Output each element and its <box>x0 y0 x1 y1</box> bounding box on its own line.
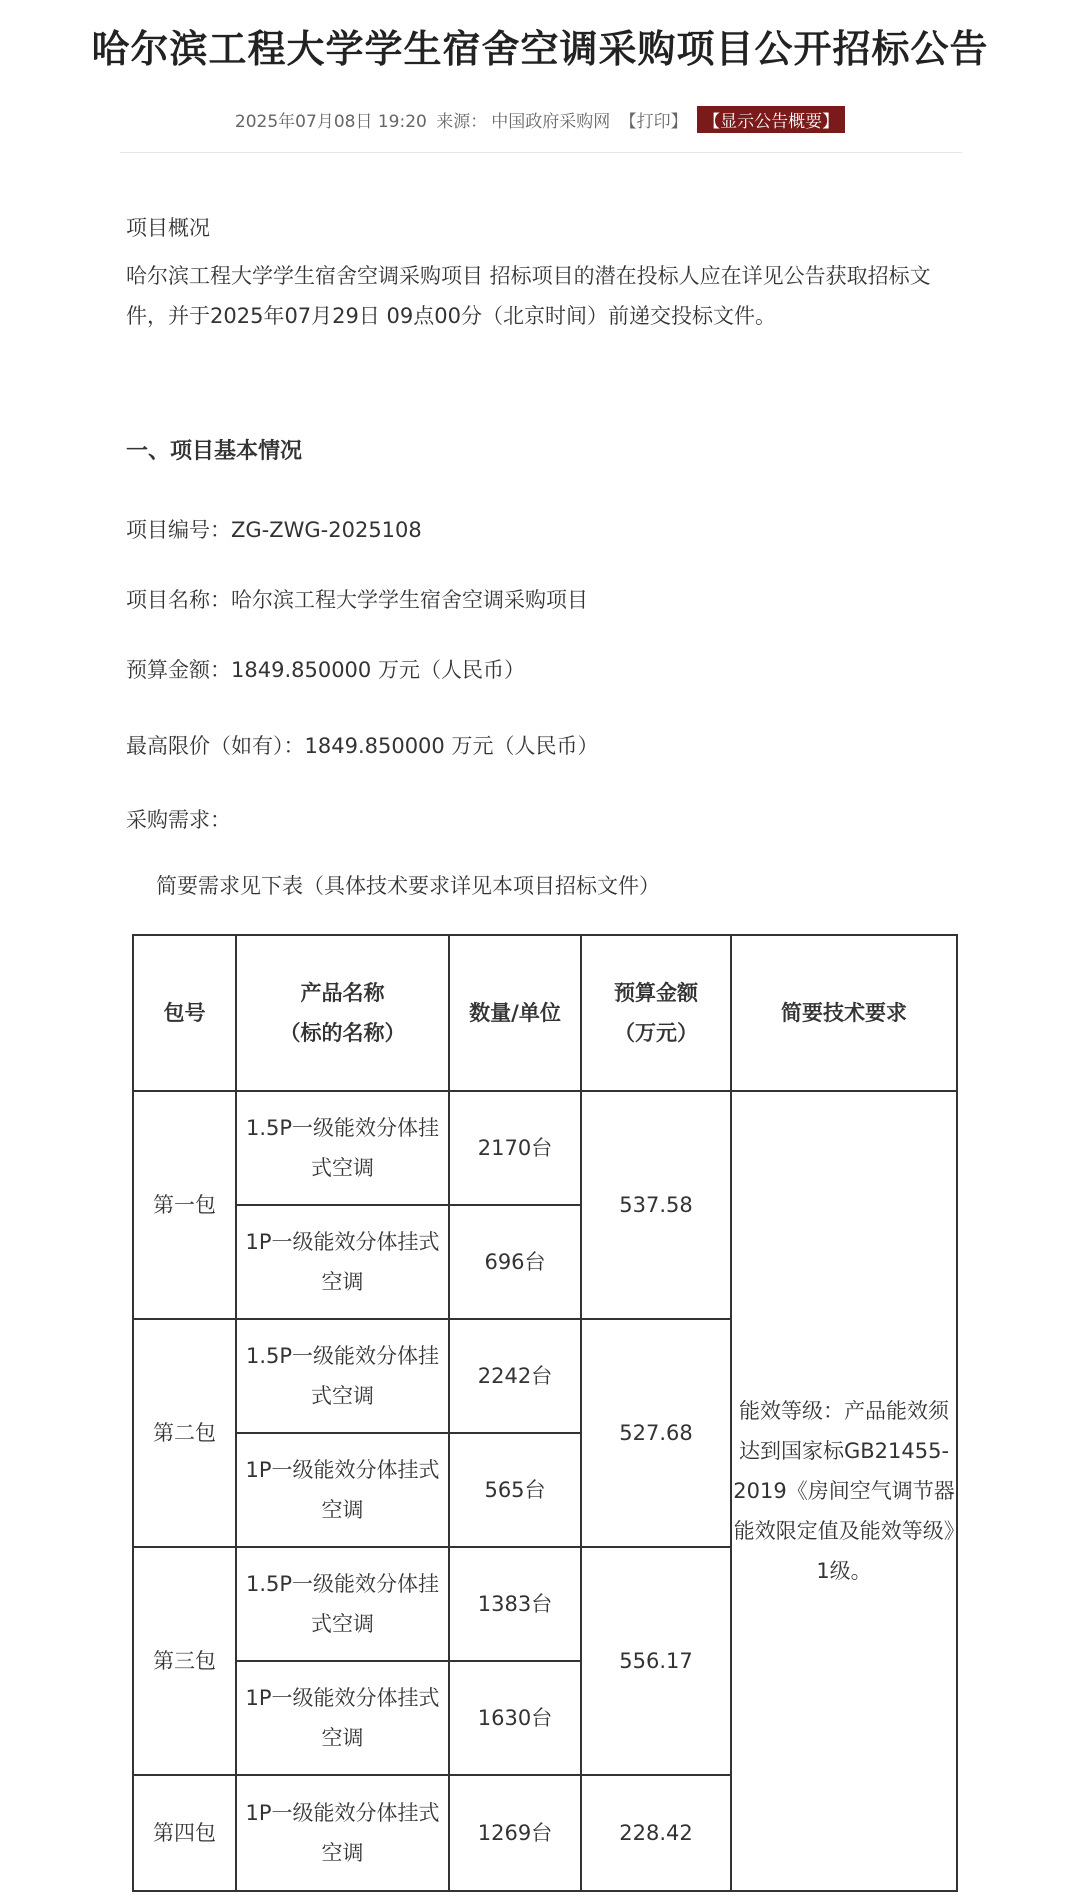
publish-datetime: 2025年07月08日 19:20 <box>234 112 427 132</box>
quantity: 1383台 <box>449 1547 581 1661</box>
quantity: 1630台 <box>449 1661 581 1775</box>
quantity: 696台 <box>449 1205 581 1319</box>
section-heading: 一、项目基本情况 <box>126 439 303 464</box>
product-name: 1P一级能效分体挂式空调 <box>236 1433 449 1547</box>
product-name: 1P一级能效分体挂式空调 <box>236 1661 449 1775</box>
requirements-label: 采购需求： <box>126 808 231 832</box>
source-name: 中国政府采购网 <box>491 112 611 132</box>
project-name: 项目名称：哈尔滨工程大学学生宿舍空调采购项目 <box>126 588 588 612</box>
package-name: 第二包 <box>133 1319 236 1547</box>
table-row <box>133 1091 957 1205</box>
header-product-line1: 产品名称 <box>300 981 385 1005</box>
header-quantity: 数量/单位 <box>449 935 581 1091</box>
product-name: 1P一级能效分体挂式空调 <box>236 1205 449 1319</box>
project-number: 项目编号：ZG-ZWG-2025108 <box>126 518 422 542</box>
requirements-table <box>132 934 958 1892</box>
product-name: 1.5P一级能效分体挂式空调 <box>236 1319 449 1433</box>
overview-heading: 项目概况 <box>126 216 210 240</box>
quantity: 2170台 <box>449 1091 581 1205</box>
tech-requirement: 能效等级：产品能效须达到国家标GB21455-2019《房间空气调节器能效限定值及能效等级》1级。 <box>731 1091 957 1891</box>
package-budget: 537.58 <box>581 1091 731 1319</box>
package-name: 第四包 <box>133 1775 236 1891</box>
package-name: 第三包 <box>133 1547 236 1775</box>
max-price: 最高限价（如有）：1849.850000 万元（人民币） <box>126 734 599 758</box>
budget-amount: 预算金额：1849.850000 万元（人民币） <box>126 658 525 682</box>
meta-bar <box>0 106 1080 133</box>
package-budget: 527.68 <box>581 1319 731 1547</box>
product-name: 1P一级能效分体挂式空调 <box>236 1775 449 1891</box>
header-tech: 简要技术要求 <box>731 935 957 1091</box>
show-summary-button[interactable]: 【显示公告概要】 <box>697 106 845 133</box>
overview-body: 哈尔滨工程大学学生宿舍空调采购项目 招标项目的潜在投标人应在详见公告获取招标文件，并于2025年07月29日 09点00分（北京时间）前递交投标文件。 <box>126 264 931 328</box>
header-package: 包号 <box>133 935 236 1091</box>
source-label: 来源： <box>436 112 488 132</box>
quantity: 565台 <box>449 1433 581 1547</box>
header-budget <box>581 935 731 1091</box>
header-budget-line2: （万元） <box>614 1021 698 1045</box>
quantity: 1269台 <box>449 1775 581 1891</box>
package-budget: 556.17 <box>581 1547 731 1775</box>
quantity: 2242台 <box>449 1319 581 1433</box>
requirements-note: 简要需求见下表（具体技术要求详见本项目招标文件） <box>156 874 660 898</box>
package-name: 第一包 <box>133 1091 236 1319</box>
package-budget: 228.42 <box>581 1775 731 1891</box>
product-name: 1.5P一级能效分体挂式空调 <box>236 1547 449 1661</box>
page-title: 哈尔滨工程大学学生宿舍空调采购项目公开招标公告 <box>91 27 989 71</box>
print-link[interactable]: 【打印】 <box>619 112 688 132</box>
header-budget-line1: 预算金额 <box>614 981 698 1005</box>
header-divider <box>120 152 962 153</box>
table-header-row <box>133 935 957 1091</box>
header-product <box>236 935 449 1091</box>
product-name: 1.5P一级能效分体挂式空调 <box>236 1091 449 1205</box>
header-product-line2: （标的名称） <box>279 1021 406 1045</box>
